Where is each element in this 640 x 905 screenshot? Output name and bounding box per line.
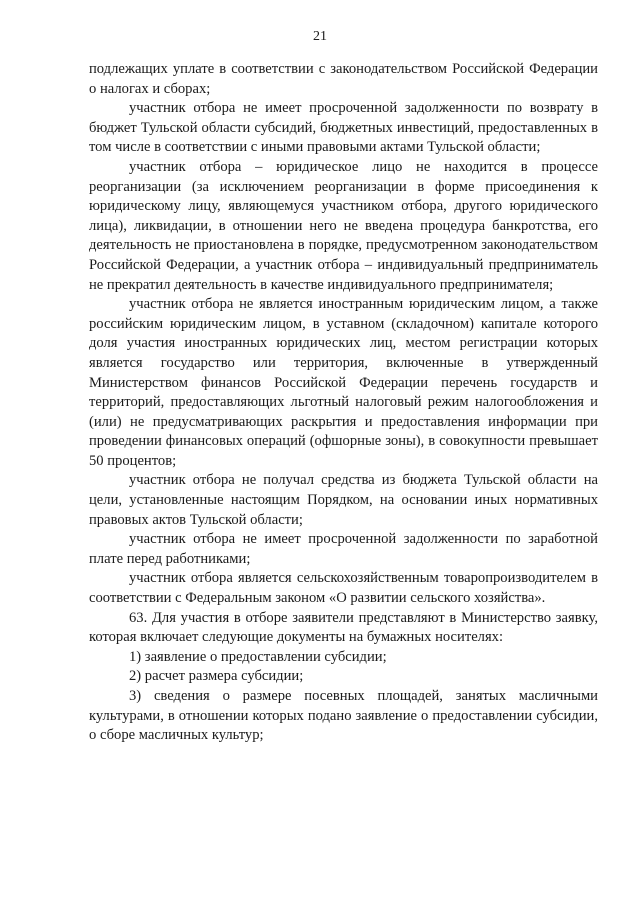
list-item-sown-area: 3) сведения о размере посевных площадей, занятых масличными культурами, в отношении которых подано заявление о предоставлении субсидии, о сборе масличных культур; [89,688,598,744]
paragraph-no-other-funds: участник отбора не получал средства из бюджета Тульской области на цели, установленные настоящим Порядком, на основании иных нормативных правовых актов Тульской области; [89,472,598,528]
paragraph-no-reorganization: участник отбора – юридическое лицо не находится в процессе реорганизации (за исключением реорганизации в форме присоединения к юридическому лицу, являющемуся участником отбора, другого юридического лица), ликвидации, в отношении него не введена процедура банкротства, его деятельность не приостановлена в порядке, предусмотренном законодательством Российской Федерации, а участник отбора – индивидуальный предприниматель не прекратил деятельность в качестве индивидуального предпринимателя; [89,158,598,293]
paragraph-continuation: подлежащих уплате в соответствии с законодательством Российской Федерации о налогах и сборах; [89,61,598,97]
paragraph-agricultural-producer: участник отбора является сельскохозяйственным товаропроизводителем в соответствии с Федеральным законом «О развитии сельского хозяйства». [89,570,598,607]
list-item-calculation: 2) расчет размера субсидии; [129,668,304,685]
page-number: 21 [313,29,327,44]
paragraph-63-application: 63. Для участия в отборе заявители представляют в Министерство заявку, которая включает следующие документы на бумажных носителях: [89,609,598,646]
document-body [89,60,598,746]
paragraph-not-foreign-entity: участник отбора не является иностранным юридическим лицом, а также российским юридическим лицом, в уставном (складочном) капитале которого доля участия иностранных юридических лиц, местом регистрации которых является государство или территория, включенные в утвержденный Министерством финансов Российской Федерации перечень государств и территорий, предоставляющих льготный налоговый режим налогообложения и (или) не предусматривающих раскрытия и предоставления информации при проведении финансовых операций (офшорные зоны), в совокупности превышает 50 процентов; [89,296,598,469]
paragraph-no-wage-debt: участник отбора не имеет просроченной задолженности по заработной плате перед работниками; [89,531,598,567]
list-item-application: 1) заявление о предоставлении субсидии; [129,648,387,665]
paragraph-no-subsidy-debt: участник отбора не имеет просроченной задолженности по возврату в бюджет Тульской области субсидий, бюджетных инвестиций, предоставленных в том числе в соответствии с иными правовыми актами Тульской области; [89,100,598,156]
